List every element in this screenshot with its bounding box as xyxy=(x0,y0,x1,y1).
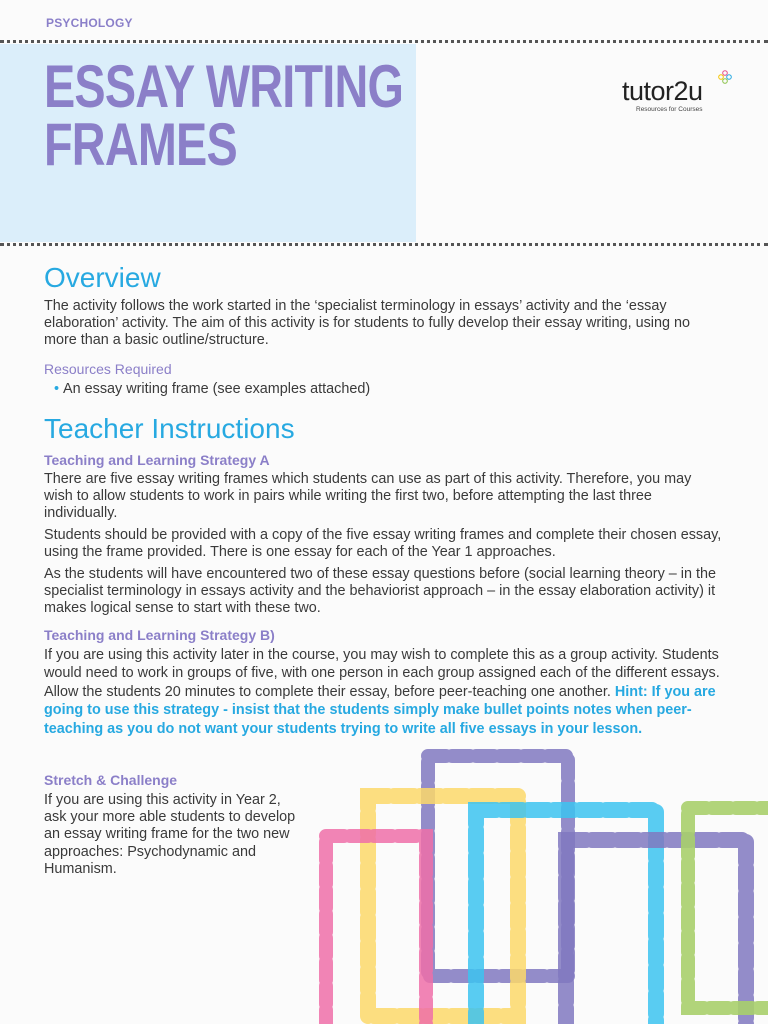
title-line-2: FRAMES xyxy=(44,111,237,178)
flower-icon xyxy=(718,70,732,84)
strategy-a-paragraph-3: As the students will have encountered two of these essay questions before (social learning theory – in the specialist terminology in essays activity and the behaviorist approach – in the essay elaboration activity) it makes logical sense to start with these two. xyxy=(44,566,716,617)
logo-wordmark: tutor2u xyxy=(622,76,703,106)
subject-label: PSYCHOLOGY xyxy=(46,16,133,30)
resources-heading: Resources Required xyxy=(44,361,172,377)
page-title xyxy=(44,53,404,178)
title-line-1: ESSAY WRITING xyxy=(44,53,404,120)
stretch-heading: Stretch & Challenge xyxy=(44,772,178,788)
strategy-a-paragraph-1: There are five essay writing frames which students can use as part of this activity. Therefore, you may wish to allow students to work in pairs while writing the first two, before attempting the last three individually. xyxy=(44,471,692,522)
teacher-instructions-heading: Teacher Instructions xyxy=(44,413,295,444)
stretch-body: If you are using this activity in Year 2, ask your more able students to develop an essay writing frame for the two new approaches: Psychodynamic and Humanism. xyxy=(44,792,296,877)
strategy-b-heading: Teaching and Learning Strategy B) xyxy=(44,627,275,643)
strategy-b-paragraph xyxy=(44,646,724,738)
resource-item: • An essay writing frame (see examples attached) xyxy=(54,381,371,397)
dotted-divider-top xyxy=(0,40,768,43)
decorative-frames-illustration xyxy=(316,740,768,1024)
strategy-b-hint: Hint: If you are going to use this strategy - insist that the students simply make bullet points notes when peer-teaching as you do not want your students trying to write all five essays in your lesson. xyxy=(44,683,716,737)
resource-item-text: An essay writing frame (see examples attached) xyxy=(63,381,371,397)
logo-tagline: Resources for Courses xyxy=(636,106,703,113)
tutor2u-logo xyxy=(622,76,703,113)
strategy-a-paragraph-2: Students should be provided with a copy of the five essay writing frames and complete their chosen essay, using the frame provided. There is one essay for each of the Year 1 approaches. xyxy=(44,527,722,561)
strategy-a-heading: Teaching and Learning Strategy A xyxy=(44,452,270,468)
strategy-b-text: If you are using this activity later in the course, you may wish to complete this as a group activity. Students would need to work in groups of five, with one person in each group assigned each of the different essays. Allow the students 20 minutes to complete their essay, before peer-teaching one another. xyxy=(44,647,720,700)
overview-heading: Overview xyxy=(44,262,161,293)
dotted-divider-bottom xyxy=(0,243,768,246)
overview-body: The activity follows the work started in the ‘specialist terminology in essays’ activity and the ‘essay elaboration’ activity. The aim of this activity is for students to fully develop their essay writing, using no more than a basic outline/structure. xyxy=(44,298,691,349)
